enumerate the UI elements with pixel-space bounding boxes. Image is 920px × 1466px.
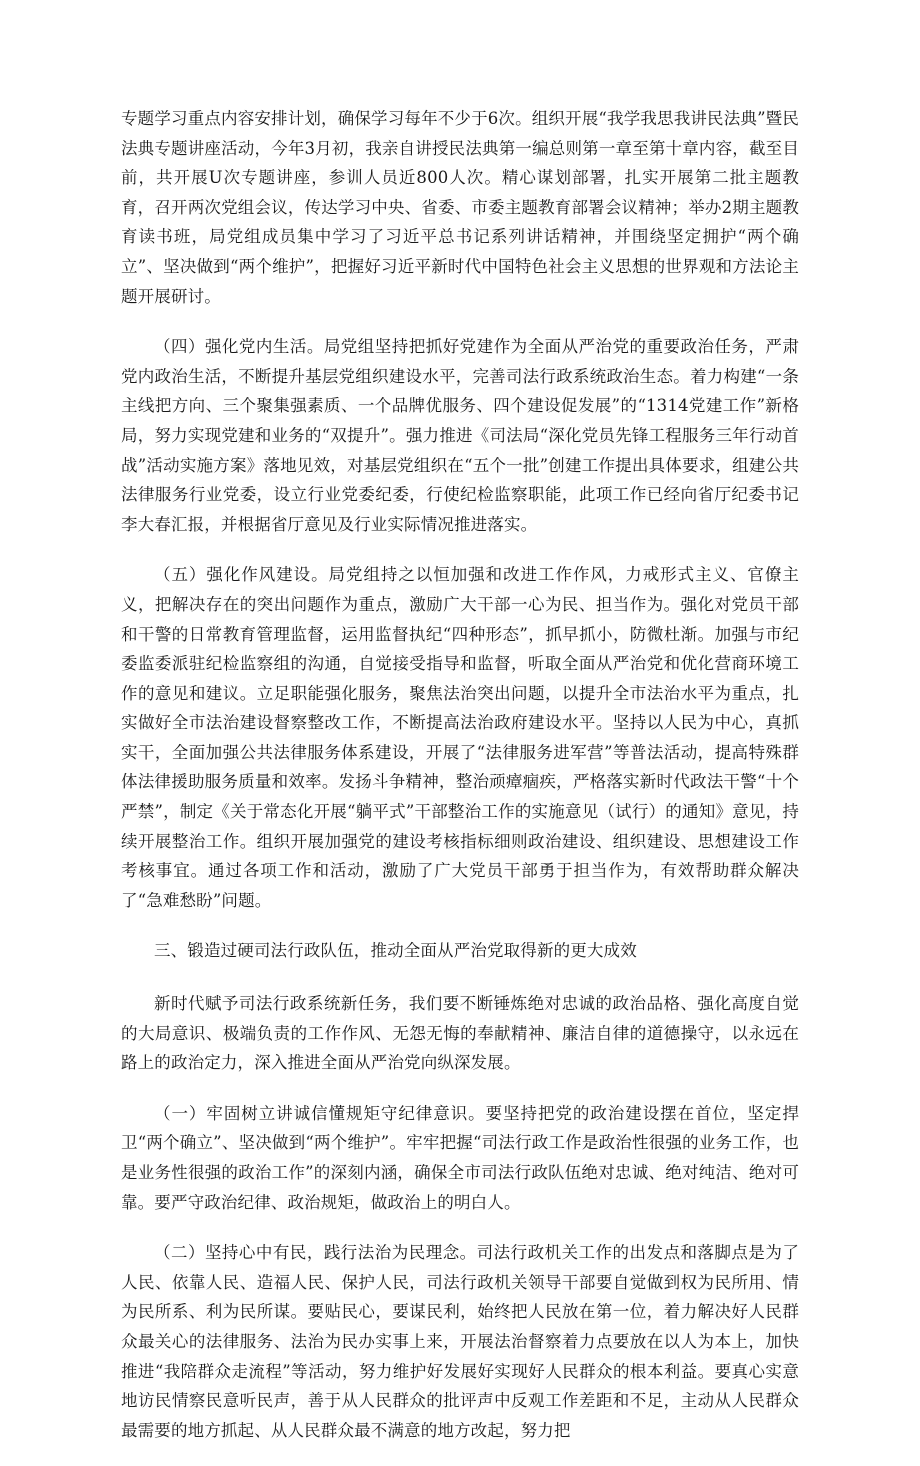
section-heading-3: 三、锻造过硬司法行政队伍，推动全面从严治党取得新的更大成效 [154,941,637,961]
paragraph-section-intro: 新时代赋予司法行政系统新任务，我们要不断锤炼绝对忠诚的政治品格、强化高度自觉的大局意识、极端负责的工作作风、无怨无悔的奉献精神、廉洁自律的道德操守，以永远在路上的政治定力，深入推进全面从严治党向纵深发展。 [121,994,799,1073]
paragraph-study-plan: 专题学习重点内容安排计划，确保学习每年不少于6次。组织开展“我学我思我讲民法典”暨民法典专题讲座活动，今年3月初，我亲自讲授民法典第一编总则第一章至第十章内容，截至目前，共开展U次专题讲座，参训人员近800人次。精心谋划部署，扎实开展第二批主题教育，召开两次党组会议，传达学习中央、省委、市委主题教育部署会议精神；举办2期主题教育读书班，局党组成员集中学习了习近平总书记系列讲话精神，并围绕坚定拥护“两个确立”、坚决做到“两个维护”，把握好习近平新时代中国特色社会主义思想的世界观和方法论主题开展研讨。 [121,109,799,306]
paragraph-discipline: （一）牢固树立讲诚信懂规矩守纪律意识。要坚持把党的政治建设摆在首位，坚定捍卫“两个确立”、坚决做到“两个维护”。牢牢把握“司法行政工作是政治性很强的业务工作，也是业务性很强的政治工作”的深刻内涵，确保全市司法行政队伍绝对忠诚、绝对纯洁、绝对可靠。要严守政治纪律、政治规矩，做政治上的明白人。 [121,1103,799,1212]
paragraph-party-life: （四）强化党内生活。局党组坚持把抓好党建作为全面从严治党的重要政治任务，严肃党内政治生活，不断提升基层党组织建设水平，完善司法行政系统政治生态。着力构建“一条主线把方向、三个聚集强素质、一个品牌优服务、四个建设促发展”的“1314党建工作”新格局，努力实现党建和业务的“双提升”。强力推进《司法局“深化党员先锋工程服务三年行动首战”活动实施方案》落地见效，对基层党组织在“五个一批”创建工作提出具体要求，组建公共法律服务行业党委，设立行业党委纪委，行使纪检监察职能，此项工作已经向省厅纪委书记李大春汇报，并根据省厅意见及行业实际情况推进落实。 [121,337,799,534]
document-page [121,104,799,1466]
paragraph-people-centered: （二）坚持心中有民，践行法治为民理念。司法行政机关工作的出发点和落脚点是为了人民、依靠人民、造福人民、保护人民，司法行政机关领导干部要自觉做到权为民所用、情为民所系、利为民所谋。要贴民心，要谋民利，始终把人民放在第一位，着力解决好人民群众最关心的法律服务、法治为民办实事上来，开展法治督察着力点要放在以人为本上，加快推进“我陪群众走流程”等活动，努力维护好发展好实现好人民群众的根本利益。要真心实意地访民情察民意听民声，善于从人民群众的批评声中反观工作差距和不足，主动从人民群众最需要的地方抓起、从人民群众最不满意的地方改起，努力把 [121,1243,799,1440]
paragraph-work-style: （五）强化作风建设。局党组持之以恒加强和改进工作作风，力戒形式主义、官僚主义，把解决存在的突出问题作为重点，激励广大干部一心为民、担当作为。强化对党员干部和干警的日常教育管理监督，运用监督执纪“四种形态”，抓早抓小，防微杜渐。加强与市纪委监委派驻纪检监察组的沟通，自觉接受指导和监督，听取全面从严治党和优化营商环境工作的意见和建议。立足职能强化服务，聚焦法治突出问题，以提升全市法治水平为重点，扎实做好全市法治建设督察整改工作，不断提高法治政府建设水平。坚持以人民为中心，真抓实干，全面加强公共法律服务体系建设，开展了“法律服务进军营”等普法活动，提高特殊群体法律援助服务质量和效率。发扬斗争精神，整治顽瘴痼疾，严格落实新时代政法干警“十个严禁”，制定《关于常态化开展“躺平式”干部整治工作的实施意见（试行）的通知》意见，持续开展整治工作。组织开展加强党的建设考核指标细则政治建设、组织建设、思想建设工作考核事宜。通过各项工作和活动，激励了广大党员干部勇于担当作为，有效帮助群众解决了“急难愁盼”问题。 [121,565,799,910]
